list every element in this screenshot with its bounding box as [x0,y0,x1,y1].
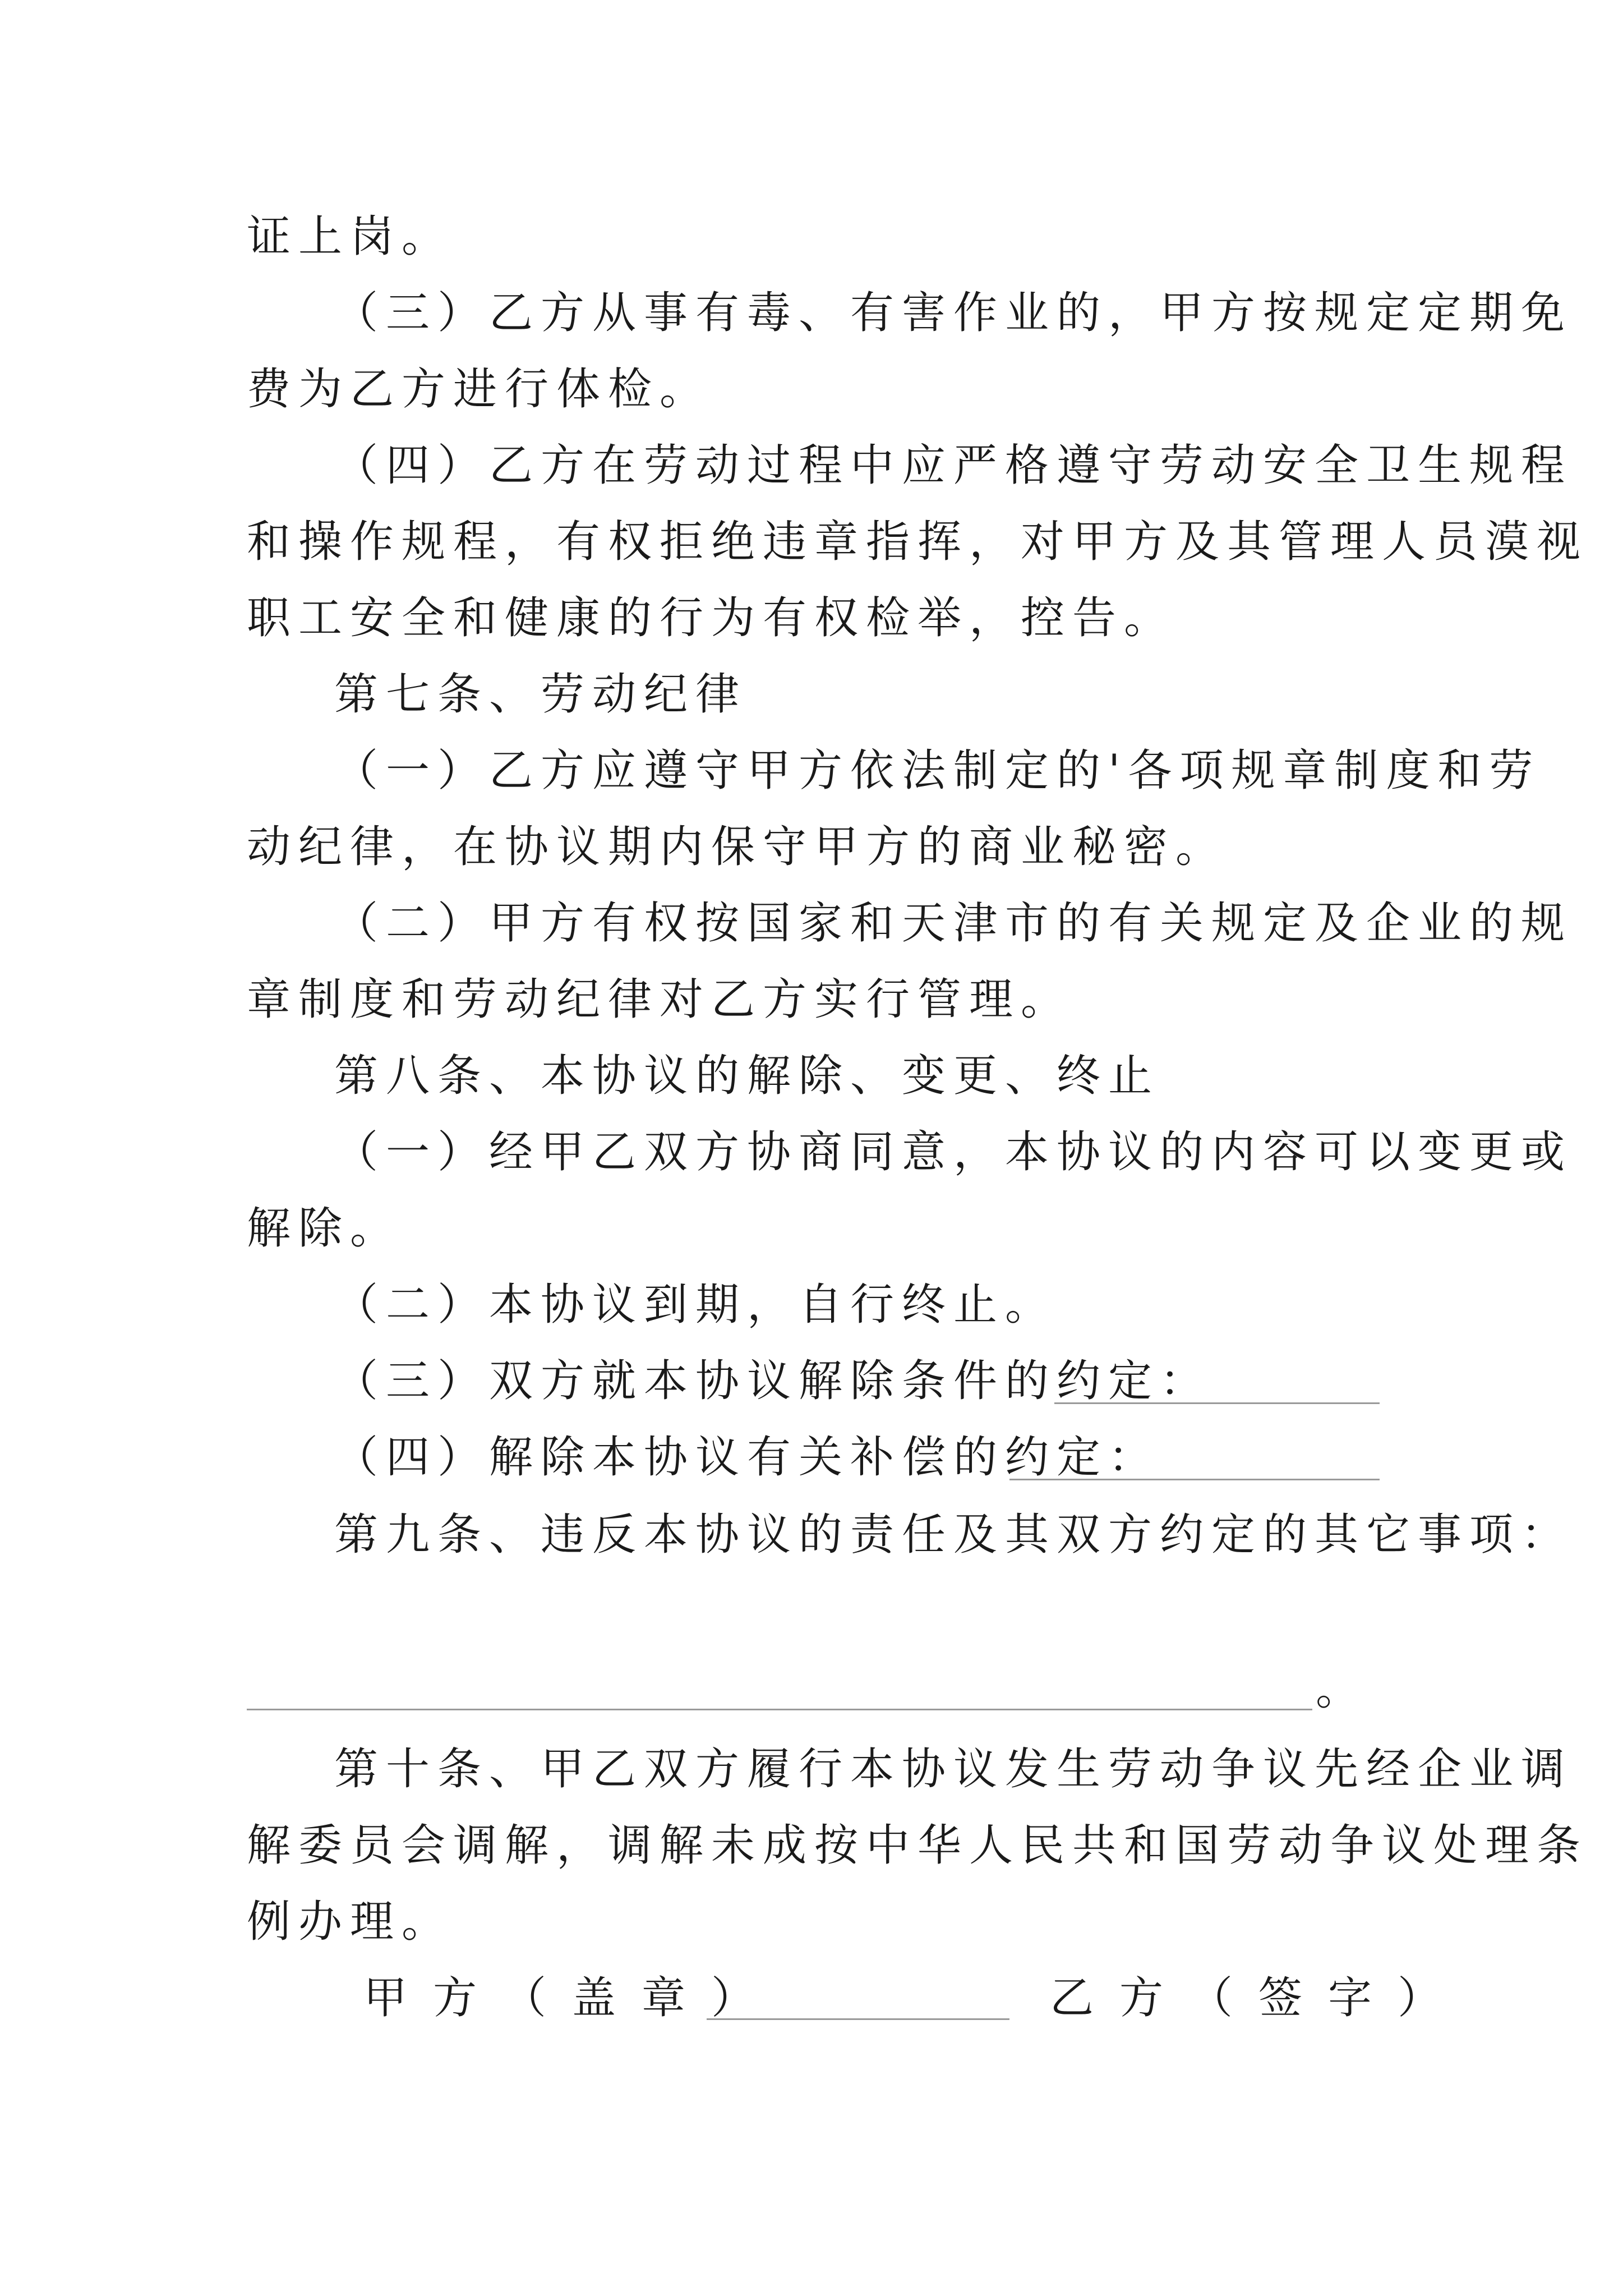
text-line: 动纪律，在协议期内保守甲方的商业秘密。 [247,822,1228,872]
signature-blank [707,2018,1009,2020]
text-line: （二）本协议到期，自行终止。 [334,1280,1057,1330]
section-heading: 第八条、本协议的解除、变更、终止 [334,1051,1160,1101]
party-a-seal-label: 甲方（盖章） [363,1973,781,2023]
fill-in-blank [1054,1402,1380,1404]
text-line: 职工安全和健康的行为有权检举，控告。 [247,593,1176,643]
text-line: （四）乙方在劳动过程中应严格遵守劳动安全卫生规程 [334,440,1573,491]
section-heading: 第十条、甲乙双方履行本协议发生劳动争议先经企业调 [334,1744,1573,1795]
section-heading: 第七条、劳动纪律 [334,669,748,720]
text-line: 。 [1316,1664,1368,1715]
text-line: 解委员会调解，调解未成按中华人民共和国劳动争议处理条 [247,1820,1589,1871]
fill-in-blank [1009,1479,1380,1480]
text-line: 解除。 [247,1203,402,1254]
text-line: （一）乙方应遵守甲方依法制定的'各项规章制度和劳 [334,746,1541,796]
text-line: （三）乙方从事有毒、有害作业的，甲方按规定定期免 [334,288,1573,338]
party-b-sign-label: 乙方（签字） [1050,1973,1468,2023]
text-line: 费为乙方进行体检。 [247,364,712,415]
text-line: 和操作规程，有权拒绝违章指挥，对甲方及其管理人员漠视 [247,517,1589,567]
text-line: 证上岗。 [247,211,454,262]
text-line: （二）甲方有权按国家和天津市的有关规定及企业的规 [334,898,1573,949]
text-line: 章制度和劳动纪律对乙方实行管理。 [247,974,1073,1025]
text-line: （四）解除本协议有关补偿的约定： [334,1432,1160,1483]
section-heading: 第九条、违反本协议的责任及其双方约定的其它事项： [334,1510,1573,1560]
text-line: （三）双方就本协议解除条件的约定： [334,1356,1212,1406]
text-line: 例办理。 [247,1897,454,1947]
fill-in-blank [247,1709,1312,1710]
text-line: （一）经甲乙双方协商同意，本协议的内容可以变更或 [334,1127,1573,1177]
